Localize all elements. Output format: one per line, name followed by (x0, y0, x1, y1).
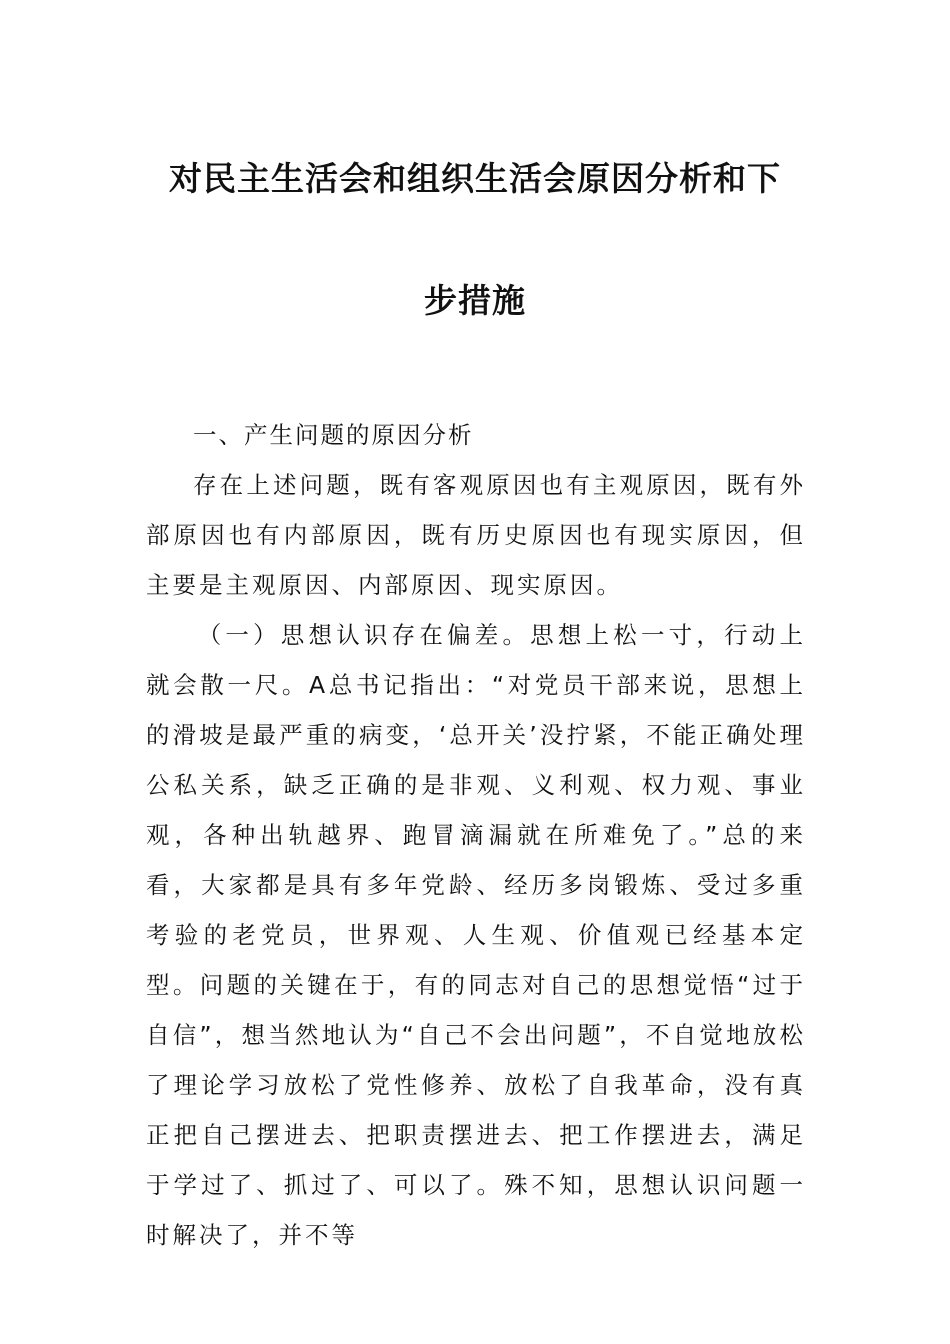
paragraph-thinking-deviation: （一）思想认识存在偏差。思想上松一寸，行动上就会散一尺。A总书记指出：“对党员干部来说，思想上的滑坡是最严重的病变，‘总开关’没拧紧，不能正确处理公私关系，缺乏正确的是非观、义利观、权力观、事业观，各种出轨越界、跑冒滴漏就在所难免了。”总的来看，大家都是具有多年党龄、经历多岗锻炼、受过多重考验的老党员，世界观、人生观、价值观已经基本定型。问题的关键在于，有的同志对自己的思想觉悟“过于自信”，想当然地认为“自己不会出问题”，不自觉地放松了理论学习放松了党性修养、放松了自我革命，没有真正把自己摆进去、把职责摆进去、把工作摆进去，满足于学过了、抓过了、可以了。殊不知，思想认识问题一时解决了，并不等 (146, 621, 806, 1249)
document-title-line2: 步措施 (424, 281, 526, 320)
paragraph-intro: 存在上述问题，既有客观原因也有主观原因，既有外部原因也有内部原因，既有历史原因也有现实原因，但主要是主观原因、内部原因、现实原因。 (146, 471, 806, 599)
document-title-line1: 对民主生活会和组织生活会原因分析和下 (169, 159, 781, 198)
document-body (146, 410, 806, 1260)
section-heading: 一、产生问题的原因分析 (193, 421, 474, 449)
